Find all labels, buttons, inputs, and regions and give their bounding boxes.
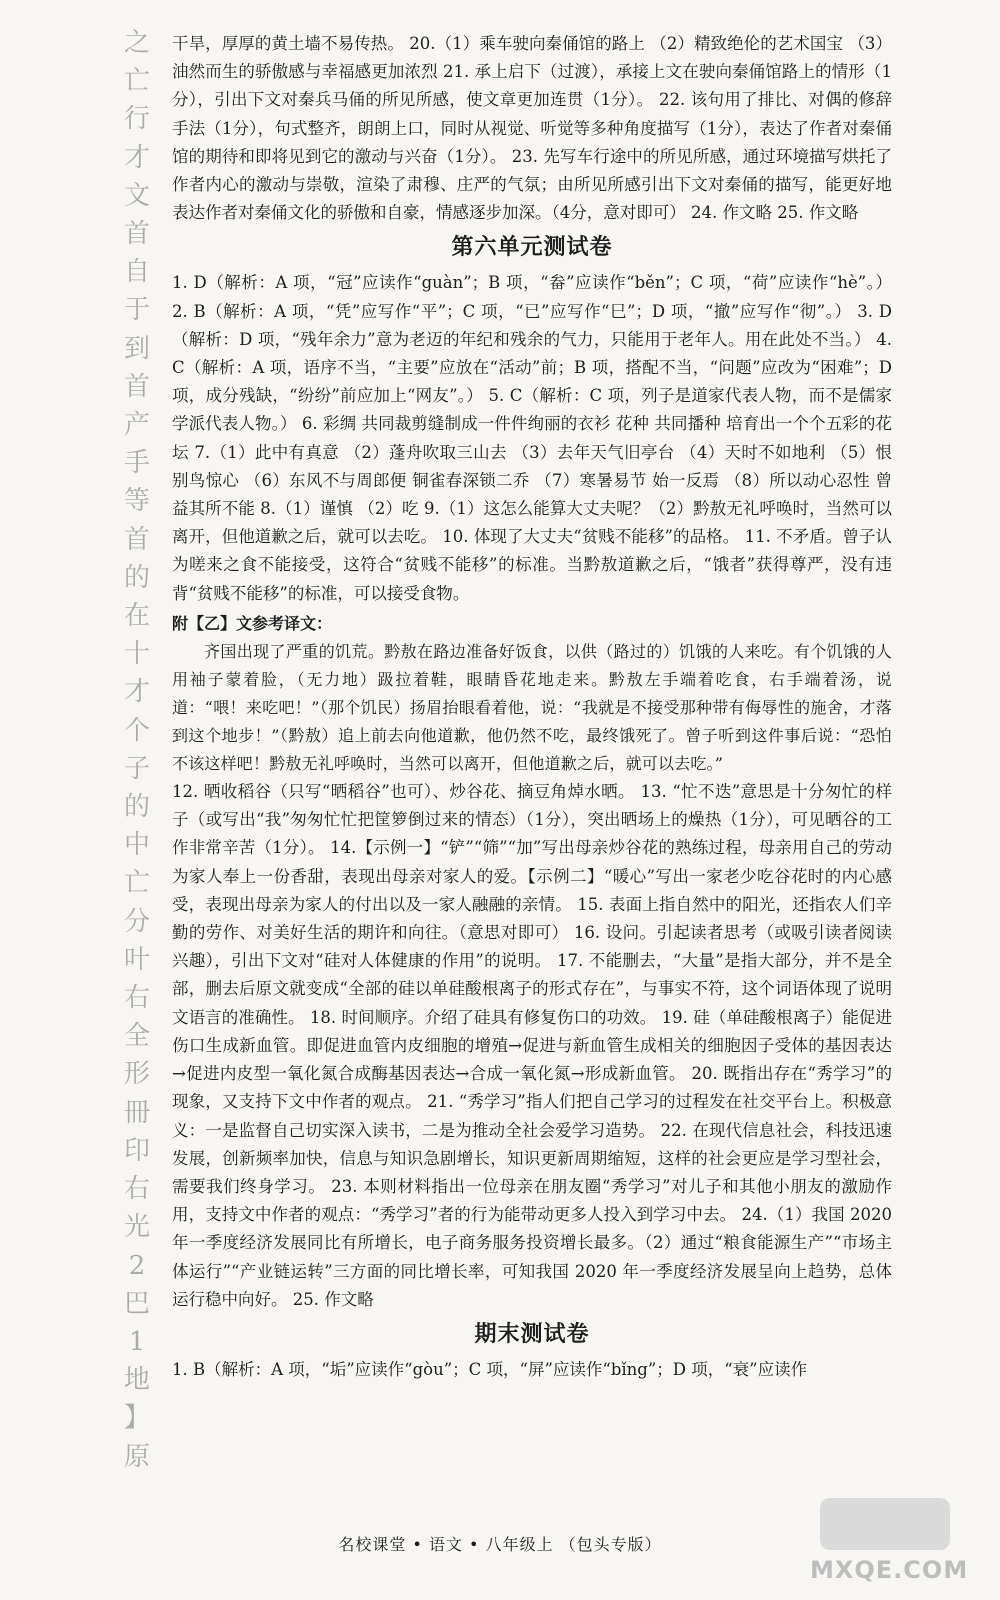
unit-six-answers-1-11: 1. D（解析：A 项，“冠”应读作“guàn”；B 项，“畚”应读作“běn”；C 项，“荷”应读作“hè”。） 2. B（解析：A 项，“凭”应写作“平”；C 项，“已”应写作“巳”；D 项，“撤”应写作“彻”。） 3. D（解析：D 项，“残年余力”意为老迈的年纪和残余的气力，只能用于老年人。用在此处不当。） 4. C（解析：A 项，语序不当，“主要”应放在“活动”前；B 项，搭配不当，“问题”应改为“困难”；D 项，成分残缺，“纷纷”前应加上“网友”。） 5. C（解析：C 项，列子是道家代表人物，而不是儒家学派代表人物。） 6. 彩绸 共同裁剪缝制成一件件绚丽的衣衫 花种 共同播种 培育出一个个五彩的花坛 7.（1）此中有真意 （2）蓬舟吹取三山去 （3）去年天气旧亭台 （4）天时不如地利 （5）恨别鸟惊心 （6）东风不与周郎便 铜雀春深锁二乔 （7）寒暑易节 始一反焉 （8）所以动心忍性 曾益其所不能 8.（1）谨慎 （2）吃 9.（1）这怎么能算大丈夫呢？（2）黔敖无礼呼唤时，当然可以离开，但他道歉之后，就可以去吃。 10. 体现了大丈夫“贫贱不能移”的品格。 11. 不矛盾。曾子认为嗟来之食不能接受，这符合“贫贱不能移”的标准。当黔敖道歉之后，“饿者”获得尊严，没有违背“贫贱不能移”的标准，可以接受食物。 bbox=[172, 273, 892, 603]
margin-mark: 原 bbox=[123, 1441, 150, 1472]
final-exam-title: 期末测试卷 bbox=[474, 1321, 590, 1347]
margin-mark: 亡 bbox=[123, 66, 150, 97]
margin-mark: 中 bbox=[123, 830, 150, 861]
margin-mark: 文 bbox=[123, 180, 150, 211]
margin-mark: 1 bbox=[128, 1326, 146, 1357]
margin-mark: 行 bbox=[123, 104, 150, 135]
unit-six-answers-12-25: 12. 晒收稻谷（只写“晒稻谷”也可）、炒谷花、摘豆角焯水晒。 13. “忙不迭”意思是十分匆忙的样子（或写出“我”匆匆忙忙把筐箩倒过来的情态）（1分），突出晒场上的燥热（1分），可见晒谷的工作非常辛苦（1分）。 14.【示例一】“铲”“筛”“加”写出母亲炒谷花的熟练过程，母亲用自己的劳动为家人奉上一份香甜，表现出母亲对家人的爱。【示例二】“暖心”写出一家老少吃谷花时的内心感受，表现出母亲为家人的付出以及一家人融融的亲情。 15. 表面上指自然中的阳光，还指农人们辛勤的劳作、对美好生活的期许和向往。（意思对即可） 16. 设问。引起读者思考（或吸引读者阅读兴趣），引出下文对“硅对人体健康的作用”的说明。 17. 不能删去，“大量”是指大部分，并不是全部，删去后原文就变成“全部的硅以单硅酸根离子的形式存在”，与事实不符，这个词语体现了说明文语言的准确性。 18. 时间顺序。介绍了硅具有修复伤口的功效。 19. 硅（单硅酸根离子）能促进伤口生成新血管。即促进血管内皮细胞的增殖→促进与新血管生成相关的细胞因子受体的基因表达→促进内皮型一氧化氮合成酶基因表达→合成一氧化氮→形成新血管。 20. 既指出存在“秀学习”的现象，又支持下文中作者的观点。 21. “秀学习”指人们把自己学习的过程发在社交平台上。积极意义：一是监督自己切实深入读书，二是为推动全社会爱学习造势。 22. 在现代信息社会，科技迅速发展，创新频率加快，信息与知识急剧增长，知识更新周期缩短，这样的社会更应是学习型社会，需要我们终身学习。 23. 本则材料指出一位母亲在朋友圈“秀学习”对儿子和其他小朋友的激励作用，支持文中作者的观点：“秀学习”者的行为能带动更多人投入到学习中去。 24.（1）我国 2020 年一季度经济发展同比有所增长，电子商务服务投资增长最多。（2）通过“粮食能源生产”“市场主体运行”“产业链运转”三方面的同比增长率，可知我国 2020 年一季度经济发展呈向上趋势，总体运行稳中向好。 25. 作文略 bbox=[172, 782, 892, 1309]
margin-mark: 分 bbox=[123, 906, 150, 937]
answer-site-logo-icon bbox=[820, 1498, 950, 1550]
appendix-translation-heading: 附【乙】文参考译文： bbox=[172, 613, 333, 633]
margin-mark: 到 bbox=[123, 333, 150, 364]
margin-mark: 右 bbox=[123, 1174, 150, 1205]
margin-mark: 自 bbox=[123, 257, 150, 288]
margin-mark: 冊 bbox=[123, 1097, 150, 1128]
page-footer: 名校课堂 • 语文 • 八年级上 （包头专版） bbox=[338, 1535, 662, 1554]
margin-mark: 才 bbox=[123, 677, 150, 708]
margin-mark: 等 bbox=[123, 486, 150, 517]
margin-mark: 首 bbox=[123, 219, 150, 250]
appendix-translation-text: 齐国出现了严重的饥荒。黔敖在路边准备好饭食，以供（路过的）饥饿的人来吃。有个饥饿的人用袖子蒙着脸，（无力地）趿拉着鞋，眼睛昏花地走来。黔敖左手端着吃食，右手端着汤，说道：“喂！来吃吧！”（那个饥民）扬眉抬眼看着他，说：“我就是不接受那种带有侮辱性的施舍，才落到这个地步！”（黔敖）追上前去向他道歉，他仍然不吃，最终饿死了。曾子听到这件事后说：“恐怕不该这样吧！黔敖无礼呼唤时，当然可以离开，但他道歉之后，就可以去吃。” bbox=[172, 642, 892, 774]
margin-mark: 亡 bbox=[123, 868, 150, 899]
margin-mark: 个 bbox=[123, 715, 150, 746]
watermark bbox=[810, 1498, 969, 1594]
margin-mark: 的 bbox=[123, 792, 150, 823]
margin-mark: 右 bbox=[123, 983, 150, 1014]
margin-mark: 2 bbox=[128, 1250, 146, 1281]
margin-mark: 首 bbox=[123, 371, 150, 402]
margin-mark: 光 bbox=[123, 1212, 150, 1243]
margin-mark: 巴 bbox=[123, 1288, 150, 1319]
margin-mark: 地 bbox=[123, 1365, 150, 1396]
margin-mark: 十 bbox=[123, 639, 150, 670]
margin-mark: 首 bbox=[123, 524, 150, 555]
unit-six-test-title: 第六单元测试卷 bbox=[451, 235, 613, 261]
margin-mark: 手 bbox=[123, 448, 150, 479]
margin-mark: 印 bbox=[123, 1135, 150, 1166]
left-margin-bleed-text bbox=[118, 30, 156, 1470]
margin-mark: 叶 bbox=[123, 944, 150, 975]
margin-mark: 全 bbox=[123, 1021, 150, 1052]
margin-mark: 】 bbox=[123, 1403, 150, 1434]
margin-mark: 于 bbox=[123, 295, 150, 326]
margin-mark: 子 bbox=[123, 753, 150, 784]
final-exam-answers: 1. B（解析：A 项，“垢”应读作“gòu”；C 项，“屏”应读作“bǐng”；D 项，“衰”应读作 bbox=[172, 1359, 808, 1379]
margin-mark: 的 bbox=[123, 562, 150, 593]
watermark-text: MXQE.COM bbox=[810, 1556, 969, 1584]
margin-mark: 才 bbox=[123, 142, 150, 173]
margin-mark: 形 bbox=[123, 1059, 150, 1090]
answer-content bbox=[172, 30, 892, 1384]
unit-five-answers-tail: 干旱，厚厚的黄土墙不易传热。 20.（1）乘车驶向秦俑馆的路上 （2）精致绝伦的艺术国宝 （3）油然而生的骄傲感与幸福感更加浓烈 21. 承上启下（过渡），承接上文在驶向秦俑馆路上的情形（1分），引出下文对秦兵马俑的所见所感，使文章更加连贯（1分）。 22. 该句用了排比、对偶的修辞手法（1分），句式整齐，朗朗上口，同时从视觉、听觉等多种角度描写（1分），表达了作者对秦俑馆的期待和即将见到它的激动与兴奋（1分）。 23. 先写车行途中的所见所感，通过环境描写烘托了作者内心的激动与崇敬，渲染了肃穆、庄严的气氛；由所见所感引出下文对秦俑的描写，能更好地表达作者对秦俑文化的骄傲和自豪，情感逐步加深。（4分，意对即可） 24. 作文略 25. 作文略 bbox=[172, 34, 892, 223]
margin-mark: 在 bbox=[123, 601, 150, 632]
margin-mark: 之 bbox=[123, 28, 150, 58]
margin-mark: 产 bbox=[123, 410, 150, 441]
